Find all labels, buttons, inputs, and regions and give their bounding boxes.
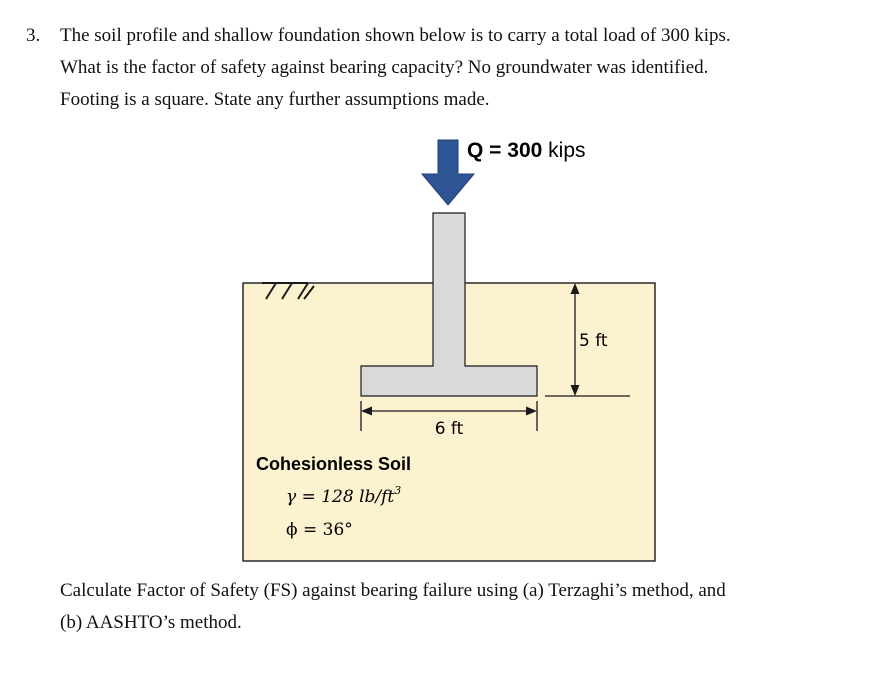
problem-line-1: The soil profile and shallow foundation shown below is to carry a total load of 300 kips.	[60, 25, 731, 46]
followup-line-1: Calculate Factor of Safety (FS) against bearing failure using (a) Terzaghi’s method, and	[60, 580, 726, 601]
problem-line-2: What is the factor of safety against bearing capacity? No groundwater was identified.	[60, 57, 709, 78]
problem-line-3: Footing is a square. State any further assumptions made.	[60, 89, 490, 110]
depth-label: 5 ft	[579, 331, 608, 351]
gamma-text: γ = 128 lb/ft	[286, 487, 395, 507]
load-label	[467, 139, 586, 162]
phi-property: ϕ = 36°	[286, 520, 353, 540]
gamma-property	[286, 484, 401, 507]
load-label-unit: kips	[542, 139, 586, 162]
followup-line-2: (b) AASHTO’s method.	[60, 612, 242, 633]
gamma-exponent: 3	[394, 484, 402, 497]
width-label: 6 ft	[434, 419, 464, 439]
load-label-value: Q = 300	[467, 139, 543, 162]
problem-number: 3.	[26, 25, 41, 46]
followup-question	[60, 575, 860, 639]
soil-title: Cohesionless Soil	[256, 454, 412, 474]
